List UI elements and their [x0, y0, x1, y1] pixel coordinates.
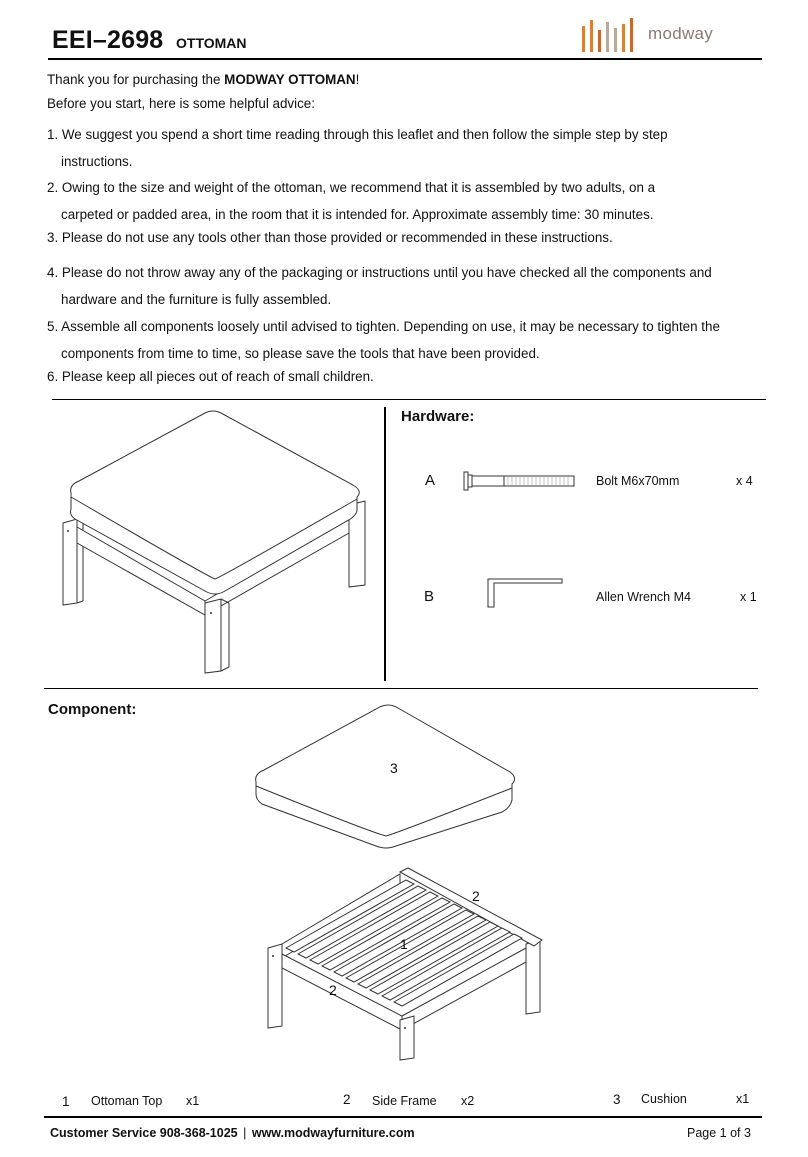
hardware-letter-a: A [425, 472, 436, 489]
cushion-illustration [250, 700, 520, 850]
bolt-icon [464, 470, 576, 492]
model-code: EEI–2698 [52, 26, 164, 54]
advice-item-text: 6. Please keep all pieces out of reach of small children. [47, 369, 374, 384]
advice-item-6 [47, 367, 767, 387]
advice-item-text: 1. We suggest you spend a short time reading through this leaflet and then follow the simple step by step [47, 127, 668, 142]
hardware-name-b: Allen Wrench M4 [596, 590, 691, 604]
intro-thanks-text: Thank you for purchasing the [47, 72, 225, 87]
footer-contact [50, 1126, 415, 1140]
allen-wrench-icon [486, 575, 566, 611]
assembled-ottoman-illustration [55, 405, 375, 675]
advice-item-cont: hardware and the furniture is fully assembled. [61, 292, 332, 307]
advice-item-text: 2. Owing to the size and weight of the ottoman, we recommend that it is assembled by two adults, on a [47, 180, 656, 195]
advice-item-2 [47, 174, 767, 228]
advice-item-1 [47, 121, 767, 175]
callout-side-frame-back: 2 [472, 888, 480, 904]
divider-top [52, 399, 766, 400]
logo-bars-icon [580, 16, 646, 56]
footer-separator: | [243, 1126, 247, 1140]
advice-item-cont: carpeted or padded area, in the room that it is intended for. Approximate assembly time: 30 minutes. [61, 207, 654, 222]
component-title: Component: [48, 701, 137, 718]
legend-num-3: 3 [613, 1092, 621, 1107]
website-link[interactable]: www.modwayfurniture.com [251, 1126, 415, 1140]
advice-item-cont: components from time to time, so please save the tools that have been provided. [61, 346, 540, 361]
frame-illustration [262, 866, 552, 1062]
page-number: Page 1 of 3 [687, 1126, 751, 1140]
legend-num-2: 2 [343, 1092, 351, 1107]
legend-qty-1: x1 [186, 1094, 200, 1108]
advice-item-cont: instructions. [61, 154, 133, 169]
hardware-letter-b: B [424, 588, 435, 605]
logo-text: modway [648, 24, 714, 43]
customer-service: Customer Service 908-368-1025 [50, 1126, 238, 1140]
callout-side-frame-front: 2 [329, 982, 337, 998]
callout-cushion: 3 [390, 760, 398, 776]
advice-item-4 [47, 259, 767, 313]
advice-item-text: 4. Please do not throw away any of the packaging or instructions until you have checked all the components and [47, 265, 712, 280]
hardware-name-a: Bolt M6x70mm [596, 474, 680, 488]
hardware-title: Hardware: [401, 408, 475, 425]
advice-item-5 [47, 313, 767, 367]
modway-logo [580, 16, 720, 56]
legend-name-2: Side Frame [372, 1094, 437, 1108]
footer-rule [44, 1116, 762, 1118]
intro-thanks-suffix: ! [355, 72, 360, 87]
intro-advice: Before you start, here is some helpful advice: [47, 96, 315, 111]
divider-vertical [384, 407, 386, 681]
header-rule [48, 58, 762, 60]
legend-num-1: 1 [62, 1094, 70, 1109]
divider-middle [44, 688, 758, 689]
advice-item-text: 5. Assemble all components loosely until advised to tighten. Depending on use, it may be necessary to tighten the [47, 319, 720, 334]
hardware-qty-a: x 4 [736, 474, 753, 488]
product-name: OTTOMAN [176, 35, 247, 51]
legend-qty-3: x1 [736, 1092, 750, 1106]
advice-item-3 [47, 228, 767, 248]
legend-qty-2: x2 [461, 1094, 475, 1108]
legend-name-3: Cushion [641, 1092, 687, 1106]
intro-thanks [47, 70, 767, 90]
legend-name-1: Ottoman Top [91, 1094, 163, 1108]
hardware-qty-b: x 1 [740, 590, 757, 604]
intro-product-name: MODWAY OTTOMAN [224, 72, 356, 87]
advice-item-text: 3. Please do not use any tools other than those provided or recommended in these instructions. [47, 230, 613, 245]
callout-ottoman-top: 1 [400, 936, 408, 952]
